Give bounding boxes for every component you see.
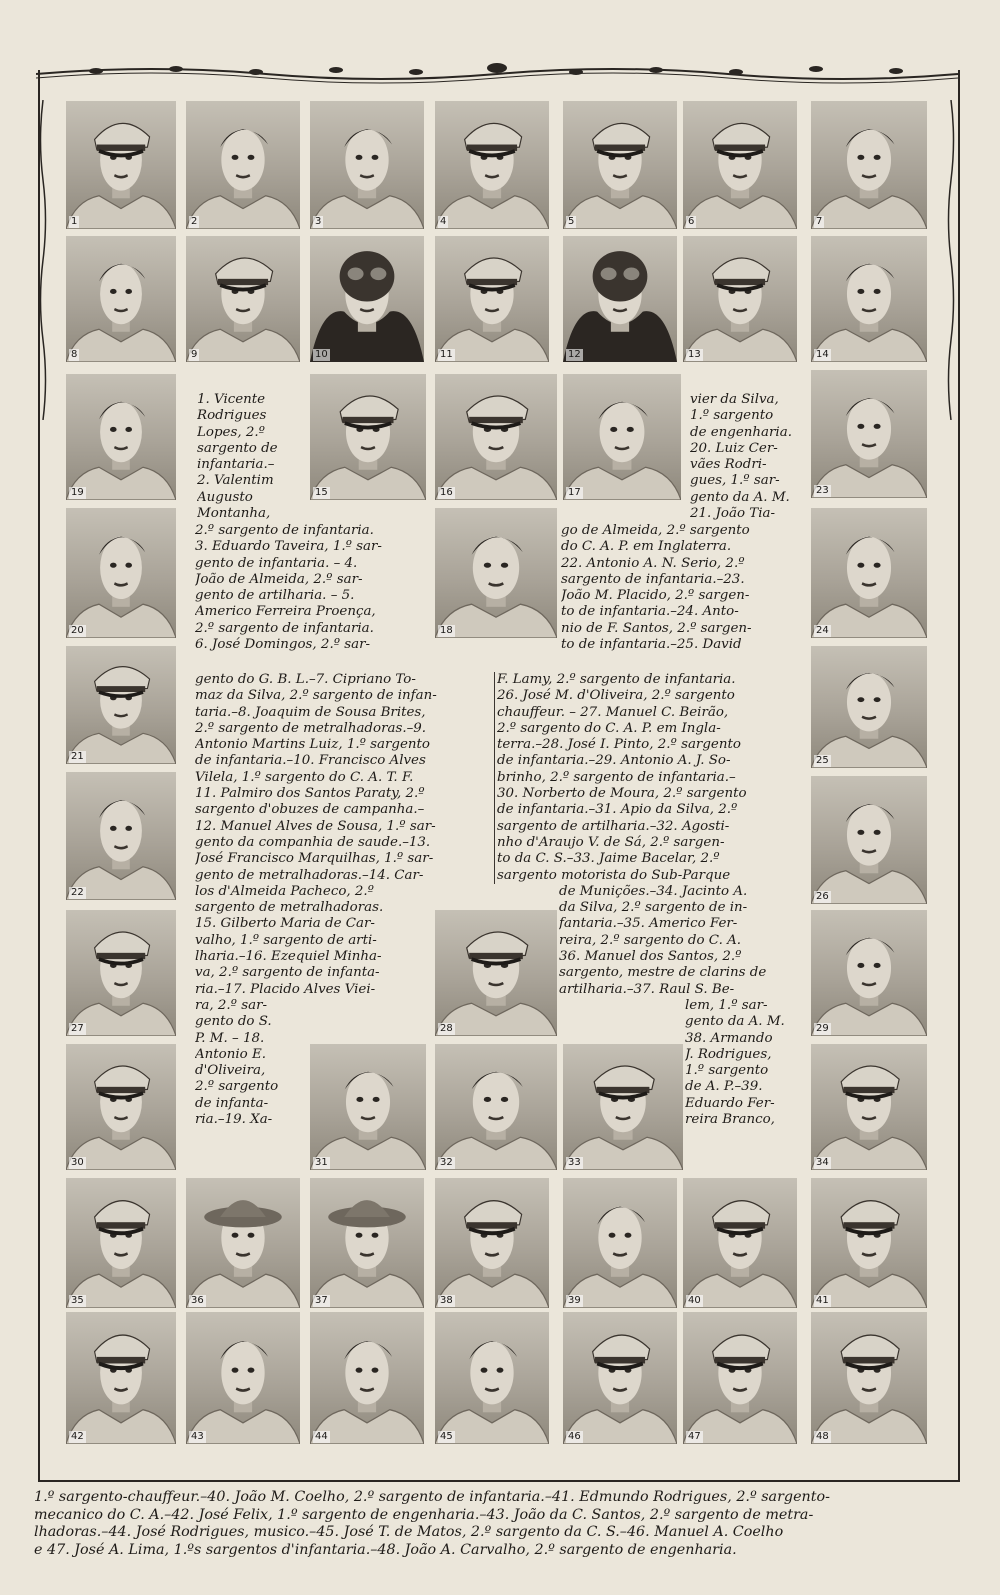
photo-number-label: 27 [71, 1023, 84, 1034]
photo-number-label: 16 [440, 487, 453, 498]
photo-number-label: 14 [816, 349, 829, 360]
caption-right-main: F. Lamy, 2.º sargento de infantaria. 26. José M. d'Oliveira, 2.º sargento chauffeur. – 27. Manuel C. Beirão, 2.º sargento do C. A. P. em Ingla- terra.–28. José I. Pinto, 2.º sargento de infantaria.–29. Antonio A. J. So- brinho, 2.º sargento de infantaria.– 30. Norberto de Moura, 2.º sargento de infantaria.–31. Apio da Silva, 2.º sargento de artilharia.–32. Agosti- nho d'Araujo V. de Sá, 2.º sargen- to da C. S.–33. Jaime Bacelar, 2.º sargento motorista do Sub-Parque de Munições.–34. Jacinto A. da Silva, 2.º sargento de in- fantaria.–35. Americo Fer- reira, 2.º sargento do C. A. 36. Manuel dos Santos, 2.º sargento, mestre de clarins de artilharia.–37. Raul S. Be- lem, 1.º sar- gento da A. M. 38. Armando J. Rodrigues, 1.º sargento de A. P.–39. Eduardo Fer- reira Branco, [497, 672, 785, 1128]
portrait-photo-3 [310, 101, 424, 229]
photo-number-label: 45 [440, 1431, 453, 1442]
photo-number-label: 26 [816, 891, 829, 902]
portrait-photo-35 [66, 1178, 176, 1308]
portrait-photo-8 [66, 236, 176, 362]
caption-right-top: vier da Silva, 1.º sargento de engenharia. 20. Luiz Cer- vães Rodri- gues, 1.º sar- gento da A. M. 21. João Tia- [690, 392, 792, 522]
portrait-photo-40 [683, 1178, 797, 1308]
photo-number-label: 30 [71, 1157, 84, 1168]
portrait-photo-47 [683, 1312, 797, 1444]
photo-number-label: 38 [440, 1295, 453, 1306]
portrait-photo-39 [563, 1178, 677, 1308]
photo-number-label: 44 [315, 1431, 328, 1442]
photo-number-label: 37 [315, 1295, 328, 1306]
photo-number-label: 25 [816, 755, 829, 766]
portrait-photo-41 [811, 1178, 927, 1308]
photo-number-label: 47 [688, 1431, 701, 1442]
portrait-photo-45 [435, 1312, 549, 1444]
caption-left-main: gento do G. B. L.–7. Cipriano To- maz da Silva, 2.º sargento de infan- taria.–8. Joaquim de Sousa Brites, 2.º sargento de metralhadoras.–9. Antonio Martins Luiz, 1.º sargento de infantaria.–10. Francisco Alves Vilela, 1.º sargento do C. A. T. F. 11. Palmiro dos Santos Paraty, 2.º sargento d'obuzes de campanha.– 12. Manuel Alves de Sousa, 1.º sar- gento da companhia de saude.–13. José Francisco Marquilhas, 1.º sar- gento de metralhadoras.–14. Car- los d'Almeida Pacheco, 2.º sargento de metralhadoras. 15. Gilberto Maria de Car- valho, 1.º sargento de arti- lharia.–16. Ezequiel Minha- va, 2.º sargento de infanta- ria.–17. Placido Alves Viei- ra, 2.º sar- gento do S. P. M. – 18. Antonio E. d'Oliveira, 2.º sargento de infanta- ria.–19. Xa- [195, 672, 437, 1128]
portrait-photo-30 [66, 1044, 176, 1170]
portrait-photo-6 [683, 101, 797, 229]
portrait-photo-22 [66, 772, 176, 900]
photo-number-label: 43 [191, 1431, 204, 1442]
portrait-photo-27 [66, 910, 176, 1036]
photo-number-label: 12 [568, 349, 581, 360]
portrait-photo-9 [186, 236, 300, 362]
photo-number-label: 9 [191, 349, 198, 360]
portrait-photo-25 [811, 646, 927, 768]
photo-number-label: 3 [315, 216, 322, 227]
portrait-photo-5 [563, 101, 677, 229]
photo-number-label: 28 [440, 1023, 453, 1034]
photo-number-label: 4 [440, 216, 447, 227]
portrait-photo-12 [563, 236, 677, 362]
portrait-photo-26 [811, 776, 927, 904]
photo-number-label: 31 [315, 1157, 328, 1168]
portrait-photo-42 [66, 1312, 176, 1444]
portrait-photo-17 [563, 374, 681, 500]
photo-number-label: 39 [568, 1295, 581, 1306]
photo-number-label: 32 [440, 1157, 453, 1168]
left-vine-ornament [38, 100, 48, 420]
portrait-photo-15 [310, 374, 426, 500]
photo-number-label: 40 [688, 1295, 701, 1306]
photo-number-label: 10 [315, 349, 328, 360]
portrait-photo-29 [811, 910, 927, 1036]
portrait-photo-1 [66, 101, 176, 229]
portrait-photo-37 [310, 1178, 424, 1308]
portrait-photo-36 [186, 1178, 300, 1308]
photo-number-label: 21 [71, 751, 84, 762]
photo-number-label: 20 [71, 625, 84, 636]
portrait-photo-7 [811, 101, 927, 229]
portrait-photo-10 [310, 236, 424, 362]
portrait-photo-46 [563, 1312, 677, 1444]
photo-number-label: 42 [71, 1431, 84, 1442]
caption-right-mid: go de Almeida, 2.º sargento do C. A. P. em Inglaterra. 22. Antonio A. N. Serio, 2.º sargento de infantaria.–23. João M. Placido, 2.º sargen- to de infantaria.–24. Anto- nio de F. Santos, 2.º sargen- to de infantaria.–25. David [561, 523, 752, 653]
portrait-photo-18 [435, 508, 557, 638]
portrait-photo-43 [186, 1312, 300, 1444]
portrait-photo-14 [811, 236, 927, 362]
portrait-photo-23 [811, 370, 927, 498]
portrait-photo-44 [310, 1312, 424, 1444]
photo-number-label: 11 [440, 349, 453, 360]
portrait-photo-19 [66, 374, 176, 500]
photo-number-label: 41 [816, 1295, 829, 1306]
photo-number-label: 48 [816, 1431, 829, 1442]
photo-number-label: 8 [71, 349, 78, 360]
photo-number-label: 2 [191, 216, 198, 227]
photo-number-label: 17 [568, 487, 581, 498]
caption-left-top: 1. Vicente Rodrigues Lopes, 2.º sargento de infantaria.– 2. Valentim Augusto Montanha, [197, 392, 278, 522]
portrait-photo-21 [66, 646, 176, 764]
photo-number-label: 36 [191, 1295, 204, 1306]
portrait-photo-38 [435, 1178, 549, 1308]
portrait-photo-11 [435, 236, 549, 362]
photo-number-label: 6 [688, 216, 695, 227]
photo-number-label: 35 [71, 1295, 84, 1306]
photo-number-label: 15 [315, 487, 328, 498]
portrait-photo-24 [811, 508, 927, 638]
caption-bottom: 1.º sargento-chauffeur.–40. João M. Coelho, 2.º sargento de infantaria.–41. Edmundo Rodrigues, 2.º sargento- mecanico do C. A.–42. José Felix, 1.º sargento de engenharia.–43. João da C. Santos, 2.º sargento de metra- lhadoras.–44. José Rodrigues, musico.–45. José T. de Matos, 2.º sargento da C. S.–46. Manuel A. Coelho e 47. José A. Lima, 1.ºs sargentos d'infantaria.–48. João A. Carvalho, 2.º sargento de engenharia. [34, 1489, 830, 1558]
photo-number-label: 5 [568, 216, 575, 227]
portrait-photo-20 [66, 508, 176, 638]
photo-number-label: 13 [688, 349, 701, 360]
photo-number-label: 19 [71, 487, 84, 498]
photo-number-label: 23 [816, 485, 829, 496]
portrait-photo-48 [811, 1312, 927, 1444]
photo-number-label: 29 [816, 1023, 829, 1034]
photo-number-label: 1 [71, 216, 78, 227]
portrait-photo-4 [435, 101, 549, 229]
photo-number-label: 22 [71, 887, 84, 898]
right-vine-ornament [946, 100, 956, 420]
column-divider [494, 672, 495, 884]
portrait-photo-13 [683, 236, 797, 362]
photo-number-label: 18 [440, 625, 453, 636]
portrait-photo-2 [186, 101, 300, 229]
caption-left-mid: 2.º sargento de infantaria. 3. Eduardo Taveira, 1.º sar- gento de infantaria. – 4. João de Almeida, 2.º sar- gento de artilharia. – 5. Americo Ferreira Proença, 2.º sargento de infantaria. 6. José Domingos, 2.º sar- [195, 523, 382, 653]
photo-number-label: 7 [816, 216, 823, 227]
photo-number-label: 46 [568, 1431, 581, 1442]
photo-number-label: 24 [816, 625, 829, 636]
photo-number-label: 34 [816, 1157, 829, 1168]
portrait-photo-34 [811, 1044, 927, 1170]
photo-number-label: 33 [568, 1157, 581, 1168]
portrait-photo-16 [435, 374, 557, 500]
